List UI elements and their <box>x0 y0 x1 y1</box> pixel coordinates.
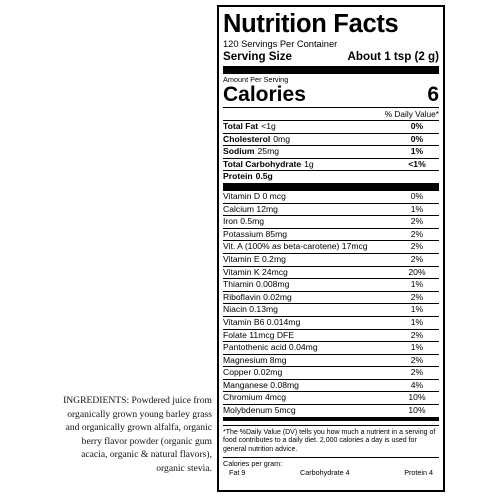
micronutrient-text: Manganese 0.08mg <box>223 379 299 390</box>
nutrient-row-total-fat <box>223 120 439 133</box>
calories-per-gram-label: Calories per gram: <box>223 457 439 468</box>
micronutrient-dv: 2% <box>410 228 424 239</box>
label-title: Nutrition Facts <box>223 10 399 38</box>
nutrient-dv: 1% <box>410 146 424 157</box>
micronutrient-text: Potassium 85mg <box>223 228 288 239</box>
micronutrient-text: Vit. A (100% as beta-carotene) 17mcg <box>223 241 368 252</box>
micronutrient-row <box>223 404 439 417</box>
calories-per-gram-values <box>223 468 439 477</box>
nutrient-amount: <1g <box>261 121 276 131</box>
micronutrient-dv: 4% <box>410 379 424 390</box>
nutrient-name: Sodium <box>223 146 255 157</box>
micronutrient-row <box>223 316 439 329</box>
micronutrient-row <box>223 266 439 279</box>
micronutrient-row <box>223 203 439 216</box>
micronutrient-row <box>223 341 439 354</box>
daily-value-footnote: *The %Daily Value (DV) tells you how much a nutrient in a serving of food contributes to a daily diet. 2,000 calories a day is used for general nutrition advice. <box>223 425 439 455</box>
cpg-fat: Fat 9 <box>229 468 246 478</box>
thick-divider <box>223 66 439 74</box>
micronutrient-dv: 2% <box>410 291 424 302</box>
cpg-protein: Protein 4 <box>404 468 433 478</box>
serving-size-row <box>223 50 439 64</box>
nutrient-row-sodium <box>223 145 439 158</box>
nutrient-name: Cholesterol <box>223 133 271 144</box>
nutrient-amount: 0mg <box>273 133 290 144</box>
ingredients-line: INGREDIENTS: Powdered juice from <box>63 395 212 406</box>
micronutrient-text: Niacin 0.13mg <box>223 304 278 315</box>
micronutrient-dv: 2% <box>410 367 424 378</box>
micronutrient-dv: 2% <box>410 329 424 340</box>
nutrient-name: Protein <box>223 171 253 182</box>
micronutrient-text: Thiamin 0.008mg <box>223 279 290 290</box>
ingredients-text <box>40 394 212 476</box>
micronutrient-row <box>223 228 439 241</box>
nutrient-row-protein <box>223 170 439 183</box>
nutrient-amount: 1g <box>304 158 314 169</box>
ingredients-line: berry flavor powder (organic gum <box>81 435 212 447</box>
micronutrient-row <box>223 215 439 228</box>
serving-size-label: Serving Size <box>223 50 292 63</box>
micronutrient-row <box>223 366 439 379</box>
calories-value: 6 <box>427 83 439 106</box>
amount-per-serving: Amount Per Serving <box>223 75 289 84</box>
micronutrient-text: Chromium 4mcg <box>223 392 287 403</box>
micronutrient-row <box>223 278 439 291</box>
micronutrient-dv: 2% <box>410 354 424 365</box>
micronutrient-row <box>223 240 439 253</box>
micronutrient-text: Magnesium 8mg <box>223 354 287 365</box>
nutrient-amount: 25mg <box>257 146 280 157</box>
micronutrient-dv: 2% <box>410 241 424 252</box>
micronutrient-dv: 1% <box>410 316 424 327</box>
micronutrient-row <box>223 329 439 342</box>
micronutrient-text: Copper 0.02mg <box>223 367 283 378</box>
nutrition-facts-label <box>217 5 445 492</box>
nutrient-amount: 0.5g <box>255 171 273 182</box>
calories-label: Calories <box>223 83 306 106</box>
micronutrient-dv: 1% <box>410 342 424 353</box>
micronutrient-text: Vitamin K 24mcg <box>223 266 288 277</box>
nutrient-name: Total Fat <box>223 121 259 131</box>
micronutrient-dv: 10% <box>408 392 426 403</box>
micronutrient-text: Molybdenum 5mcg <box>223 405 296 416</box>
nutrient-dv: <1% <box>408 158 426 169</box>
micronutrient-row <box>223 391 439 404</box>
micronutrient-text: Vitamin E 0.2mg <box>223 253 286 264</box>
thick-divider <box>223 183 439 191</box>
micronutrient-text: Calcium 12mg <box>223 203 278 214</box>
micronutrient-row <box>223 191 439 203</box>
nutrient-dv: 0% <box>410 133 424 144</box>
micronutrient-row <box>223 253 439 266</box>
nutrient-row-cholesterol <box>223 133 439 146</box>
micronutrient-row <box>223 379 439 392</box>
micronutrient-row <box>223 291 439 304</box>
cpg-carbohydrate: Carbohydrate 4 <box>300 468 350 478</box>
micronutrient-dv: 1% <box>410 203 424 214</box>
micronutrient-text: Folate 11mcg DFE <box>223 329 295 340</box>
micronutrient-dv: 0% <box>410 190 424 201</box>
micronutrient-dv: 2% <box>410 253 424 264</box>
calories-row <box>223 84 439 105</box>
nutrient-name: Total Carbohydrate <box>223 158 302 169</box>
micronutrient-text: Vitamin D 0 mcg <box>223 190 286 201</box>
micronutrient-dv: 10% <box>408 405 426 416</box>
micronutrient-dv: 1% <box>410 279 424 290</box>
micronutrient-row <box>223 354 439 367</box>
servings-per-container: 120 Servings Per Container <box>223 39 338 49</box>
micronutrient-row <box>223 303 439 316</box>
micronutrient-text: Riboflavin 0.02mg <box>223 291 292 302</box>
micronutrient-dv: 1% <box>410 304 424 315</box>
micronutrient-text: Iron 0.5mg <box>223 216 265 227</box>
ingredients-line: acacia, organic & natural flavors), <box>81 449 212 461</box>
medium-divider <box>223 417 439 421</box>
micronutrient-text: Vitamin B6 0.014mg <box>223 316 301 327</box>
micronutrient-dv: 2% <box>410 216 424 227</box>
nutrient-row-total-carbohydrate <box>223 158 439 171</box>
ingredients-line: and organically grown alfalfa, organic <box>65 422 212 434</box>
ingredients-line: organically grown young barley grass <box>67 408 212 420</box>
micronutrient-dv: 20% <box>408 266 426 277</box>
daily-value-header: % Daily Value* <box>223 107 439 120</box>
serving-size-value: About 1 tsp (2 g) <box>347 50 439 63</box>
micronutrient-list <box>223 191 439 417</box>
ingredients-line: organic stevia. <box>156 462 212 474</box>
micronutrient-text: Pantothenic acid 0.04mg <box>223 342 318 353</box>
nutrient-dv: 0% <box>410 121 424 131</box>
